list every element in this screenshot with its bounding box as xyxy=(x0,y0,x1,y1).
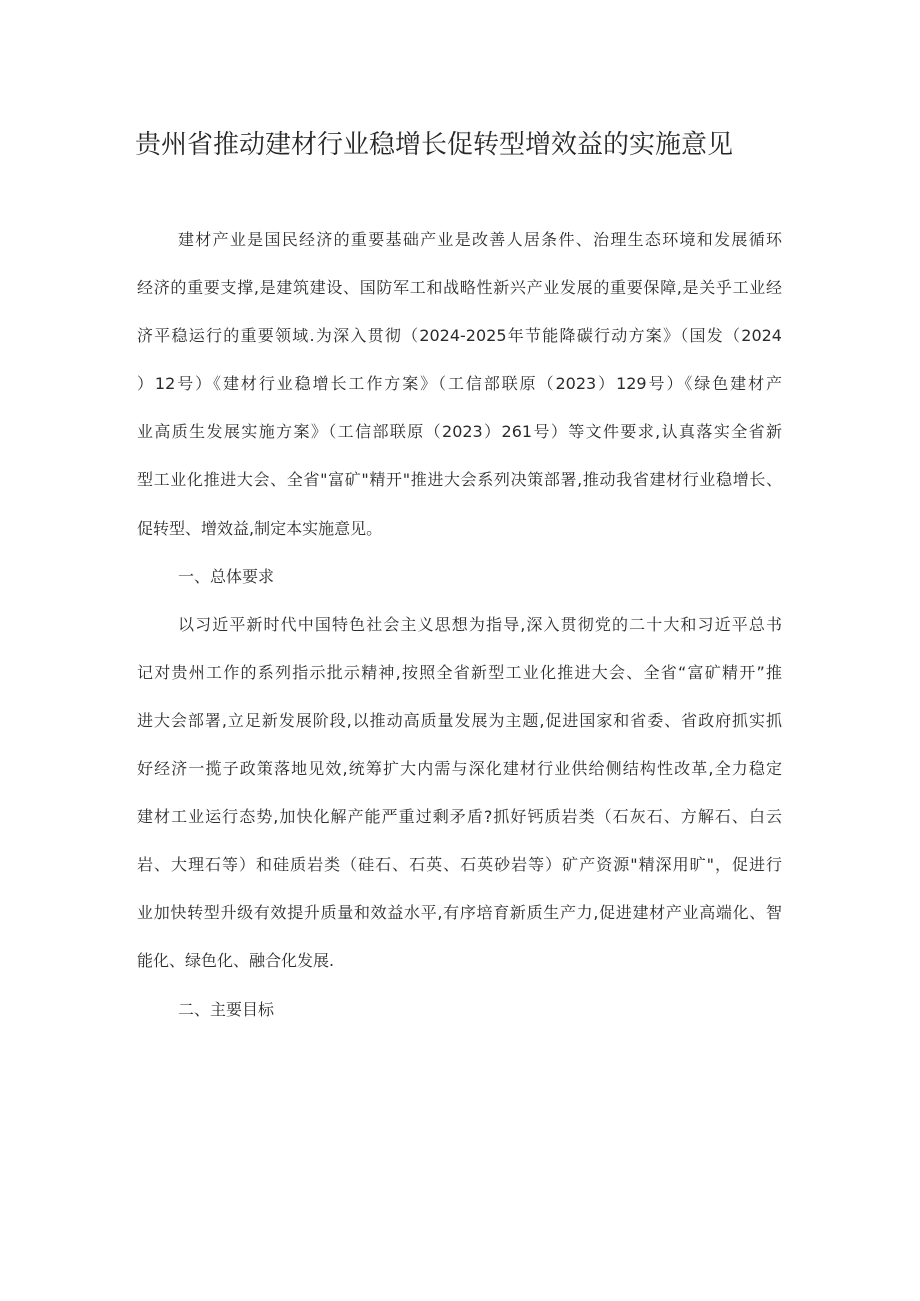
document-body xyxy=(137,216,782,1034)
document-title: 贵州省推动建材行业稳增长促转型增效益的实施意见 xyxy=(135,130,734,160)
paragraph-line: 进大会部署,立足新发展阶段,以推动高质量发展为主题,促进国家和省委、省政府抓实抓 xyxy=(137,710,782,730)
paragraph-line: 记对贵州工作的系列指示批示精神,按照全省新型工业化推进大会、全省“富矿精开”推 xyxy=(137,662,782,682)
paragraph-line: 济平稳运行的重要领域.为深入贯彻（2024-2025年节能降碳行动方案》（国发（2024 xyxy=(137,326,782,346)
section-heading-main-targets: 二、主要目标 xyxy=(178,999,275,1019)
general-requirements-paragraph xyxy=(137,601,782,986)
section-heading-general-requirements: 一、总体要求 xyxy=(178,566,275,586)
paragraph-line: 型工业化推进大会、全省"富矿"精开"推进大会系列决策部署,推动我省建材行业稳增长、 xyxy=(137,470,782,490)
paragraph-line: 好经济一揽子政策落地见效,统筹扩大内需与深化建材行业供给侧结构性改革,全力稳定 xyxy=(137,759,782,779)
paragraph-line: 以习近平新时代中国特色社会主义思想为指导,深入贯彻党的二十大和习近平总书 xyxy=(178,614,782,634)
paragraph-line: 业加快转型升级有效提升质量和效益水平,有序培育新质生产力,促进建材产业高端化、智 xyxy=(137,903,782,923)
paragraph-line: 能化、绿色化、融合化发展. xyxy=(137,951,335,971)
paragraph-line: 促转型、增效益,制定本实施意见。 xyxy=(137,518,383,538)
paragraph-line: ）12号）《建材行业稳增长工作方案》（工信部联原（2023）129号）《绿色建材产 xyxy=(137,374,782,394)
intro-paragraph xyxy=(137,216,782,553)
paragraph-line: 建材工业运行态势,加快化解产能严重过剩矛盾?抓好钙质岩类（石灰石、方解石、白云 xyxy=(137,807,782,827)
paragraph-line: 业高质生发展实施方案》（工信部联原（2023）261号）等文件要求,认真落实全省新 xyxy=(137,422,782,442)
paragraph-line: 建材产业是国民经济的重要基础产业是改善人居条件、治理生态环境和发展循环 xyxy=(178,230,782,249)
paragraph-line: 岩、大理石等）和硅质岩类（硅石、石英、石英砂岩等）矿产资源"精深用旷"，促进行 xyxy=(137,855,782,875)
paragraph-line: 经济的重要支撑,是建筑建设、国防军工和战略性新兴产业发展的重要保障,是关乎工业经 xyxy=(137,278,782,298)
